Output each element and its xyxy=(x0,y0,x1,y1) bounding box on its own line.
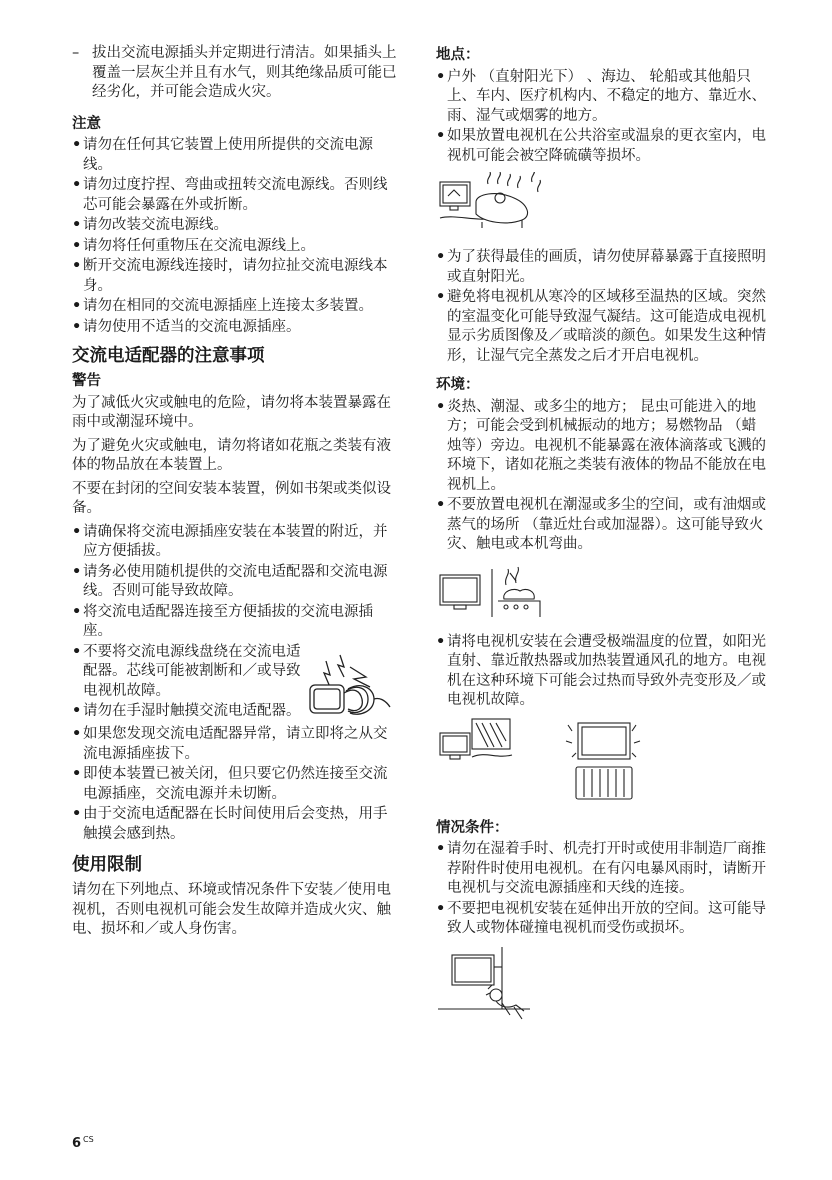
bullet-item xyxy=(436,900,766,939)
bullet-dot: • xyxy=(72,318,82,335)
bullet-text: 请确保将交流电源插座安装在本装置的附近，并应方便插拔。 xyxy=(83,523,388,559)
bullet-item xyxy=(436,248,766,287)
bullet-dot: • xyxy=(436,128,446,144)
language-code: CS xyxy=(83,1135,94,1144)
bullet-dot: • xyxy=(72,563,82,580)
environment-list-2 xyxy=(436,633,766,711)
right-column xyxy=(436,44,766,1039)
adapter-coiled-cord-icon xyxy=(304,647,394,719)
adapter-list-top xyxy=(72,523,400,642)
bullet-dot: • xyxy=(72,217,82,233)
warning-heading: 警告 xyxy=(72,373,101,389)
bullet-text: 请勿使用不适当的交流电源插座。 xyxy=(83,318,301,335)
environment-heading: 环境： xyxy=(436,377,480,393)
bullet-dot: • xyxy=(72,703,82,719)
bullet-text: 如果放置电视机在公共浴室或温泉的更衣室内，电视机可能会被空降硫磺等损坏。 xyxy=(447,128,766,164)
bullet-dot: • xyxy=(72,643,82,660)
bathroom-tv-illustration xyxy=(436,172,546,234)
bullet-item xyxy=(72,523,400,562)
bullet-item xyxy=(72,318,400,338)
bullet-dot: • xyxy=(72,766,82,782)
bullet-dot: • xyxy=(436,68,446,85)
location-list xyxy=(436,68,766,167)
bullet-dot: • xyxy=(436,497,446,513)
bullet-text: 请勿改装交流电源线。 xyxy=(83,217,228,233)
dash-item-text: 拔出交流电源插头并定期进行清洁。如果插头上覆盖一层灰尘并且有水气，则其绝缘品质可能已经劣化，并可能会造成火灾。 xyxy=(92,45,397,100)
bullet-item xyxy=(436,127,766,166)
caution-list xyxy=(72,136,400,337)
bullet-text: 请将电视机安装在会遭受极端温度的位置，如阳光直射、靠近散热器或加热装置通风孔的地方。电视机在这种环境下可能会过热而导致外壳变形及／或电视机故障。 xyxy=(447,633,766,708)
radiator-tv-illustration xyxy=(558,717,648,801)
location-heading: 地点： xyxy=(436,47,480,63)
bullet-dot: • xyxy=(72,523,82,540)
bullet-item xyxy=(72,702,304,722)
warning-paragraph: 为了避免火灾或触电，请勿将诸如花瓶之类装有液体的物品放在本装置上。 xyxy=(72,437,391,473)
bullet-dot: • xyxy=(436,398,446,415)
bullet-item xyxy=(72,237,400,257)
bullet-dot: • xyxy=(436,633,446,650)
adapter-list-float xyxy=(72,643,304,726)
bullet-item xyxy=(436,633,766,711)
bullet-dot: • xyxy=(72,726,82,742)
bullet-text: 将交流电适配器连接至方便插拔的交流电源插座。 xyxy=(83,603,373,639)
kitchen-tv-illustration xyxy=(436,561,546,619)
bullet-text: 请勿将任何重物压在交流电源线上。 xyxy=(83,237,315,254)
bullet-item xyxy=(72,563,400,602)
heat-illustrations xyxy=(436,717,766,801)
bullet-text: 为了获得最佳的画质，请勿使屏幕暴露于直接照明或直射阳光。 xyxy=(447,249,766,285)
bullet-text: 即使本装置已被关闭，但只要它仍然连接至交流电源插座，交流电源并未切断。 xyxy=(83,766,388,802)
bullet-dot: • xyxy=(72,137,82,153)
warning-paragraph: 为了减低火灾或触电的危险，请勿将本装置暴露在雨中或潮湿环境中。 xyxy=(72,394,391,430)
bullet-item xyxy=(436,840,766,899)
bullet-text: 不要放置电视机在潮湿或多尘的空间，或有油烟或蒸气的场所 （靠近灶台或加湿器）。这可能导致火灾、触电或本机弯曲。 xyxy=(447,497,766,552)
bullet-text: 由于交流电适配器在长时间使用后会变热，用手触摸会感到热。 xyxy=(83,806,388,842)
dash-list-item xyxy=(72,44,400,103)
bullet-text: 请务必使用随机提供的交流电适配器和交流电源线。否则可能导致故障。 xyxy=(83,563,388,599)
adapter-coil-illustration xyxy=(304,643,400,726)
page-number-value: 6 xyxy=(72,1136,82,1151)
bullet-dot: • xyxy=(72,603,82,620)
bullet-item xyxy=(436,288,766,366)
bullet-item xyxy=(72,643,304,702)
bullet-text: 请勿在任何其它装置上使用所提供的交流电源线。 xyxy=(83,137,373,173)
wall-mount-collision-illustration xyxy=(436,945,532,1025)
warning-paragraph: 不要在封闭的空间安装本装置，例如书架或类似设备。 xyxy=(72,480,391,516)
bullet-dot: • xyxy=(72,298,82,314)
page-number xyxy=(72,1130,94,1154)
left-column xyxy=(72,44,400,944)
caution-heading: 注意 xyxy=(72,115,101,132)
bullet-text: 不要将交流电源线盘绕在交流电适配器。芯线可能被割断和／或导致电视机故障。 xyxy=(83,643,301,699)
bullet-text: 断开交流电源线连接时，请勿拉扯交流电源线本身。 xyxy=(83,258,388,294)
location-list-2 xyxy=(436,248,766,366)
bullet-dot: • xyxy=(72,177,82,193)
bullet-item xyxy=(72,216,400,236)
bullet-item xyxy=(72,176,400,215)
adapter-float-block xyxy=(72,643,400,726)
adapter-section-title: 交流电适配器的注意事项 xyxy=(72,346,265,366)
bullet-item xyxy=(72,805,400,844)
bullet-dot: • xyxy=(72,806,82,822)
bullet-item xyxy=(72,603,400,642)
bullet-text: 请勿在手湿时触摸交流电适配器。 xyxy=(83,703,301,719)
bullet-dot: • xyxy=(72,237,82,254)
bullet-dot: • xyxy=(436,900,446,917)
sunlight-tv-illustration xyxy=(436,717,514,767)
conditions-list xyxy=(436,840,766,939)
adapter-list-bottom xyxy=(72,725,400,844)
bullet-text: 请勿在相同的交流电源插座上连接太多装置。 xyxy=(83,298,373,314)
bullet-dot: • xyxy=(72,258,82,274)
bullet-item xyxy=(436,398,766,496)
bullet-text: 炎热、潮湿、或多尘的地方； 昆虫可能进入的地方；可能会受到机械振动的地方；易燃物品 （蜡烛等）旁边。电视机不能暴露在液体滴落或飞溅的环境下，诸如花瓶之类装有液体的物品不能放在电视机上。 xyxy=(447,398,766,493)
bullet-text: 户外 （直射阳光下） 、海边、 轮船或其他船只上、车内、医疗机构内、不稳定的地方、靠近水、雨、湿气或烟雾的地方。 xyxy=(447,68,766,124)
bullet-text: 避免将电视机从寒冷的区域移至温热的区域。突然的室温变化可能导致湿气凝结。这可能造成电视机显示劣质图像及／或暗淡的颜色。如果发生这种情形，让湿气完全蒸发之后才开启电视机。 xyxy=(447,289,766,364)
usage-paragraph: 请勿在下列地点、环境或情况条件下安装／使用电视机，否则电视机可能会发生故障并造成火灾、触电、损坏和／或人身伤害。 xyxy=(72,882,391,937)
bullet-item xyxy=(72,725,400,764)
bullet-item xyxy=(72,765,400,804)
bullet-dot: • xyxy=(436,249,446,265)
bullet-text: 如果您发现交流电适配器异常，请立即将之从交流电源插座拔下。 xyxy=(83,726,388,762)
dash-mark: – xyxy=(72,45,80,61)
bullet-text: 不要把电视机安装在延伸出开放的空间。这可能导致人或物体碰撞电视机而受伤或损坏。 xyxy=(447,900,766,936)
bullet-item xyxy=(72,257,400,296)
bullet-dot: • xyxy=(436,841,446,857)
environment-list xyxy=(436,398,766,555)
bullet-text: 请勿在湿着手时、机壳打开时或使用非制造厂商推荐附件时使用电视机。在有闪电暴风雨时，请断开电视机与交流电源插座和天线的连接。 xyxy=(447,841,766,896)
bullet-item xyxy=(436,496,766,555)
usage-section-title: 使用限制 xyxy=(72,855,142,875)
bullet-item xyxy=(436,68,766,127)
bullet-item xyxy=(72,136,400,175)
bullet-text: 请勿过度拧捏、弯曲或扭转交流电源线。否则线芯可能会暴露在外或折断。 xyxy=(83,177,388,213)
bullet-item xyxy=(72,297,400,317)
conditions-heading: 情况条件： xyxy=(436,819,509,836)
bullet-dot: • xyxy=(436,289,446,305)
